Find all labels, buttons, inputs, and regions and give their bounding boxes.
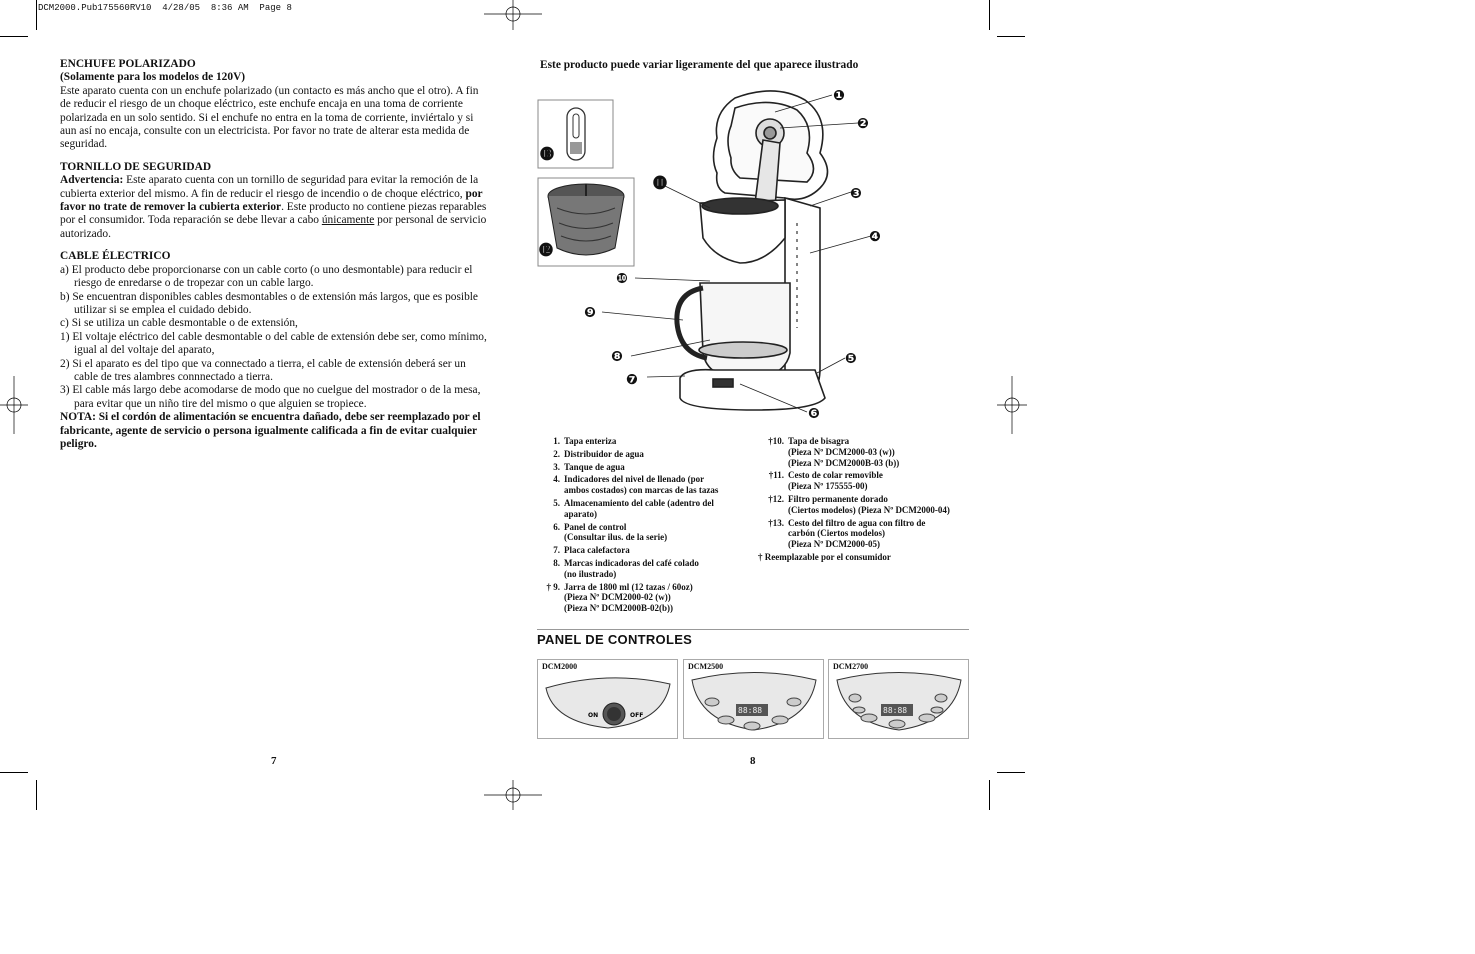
- footnote: † Reemplazable por el consumidor: [758, 551, 891, 562]
- parts-list-col1: [540, 436, 750, 616]
- list-item: †11. Cesto de colar removible (Pieza Nº 175555-00): [768, 470, 883, 492]
- panel-dcm2500: [683, 659, 824, 739]
- water-filter-icon: [567, 108, 585, 160]
- warning-text: . Este producto no contiene piezas reparables por el consumidor. Toda reparación se debe llevar a cabo: [60, 201, 487, 227]
- section-title: TORNILLO DE SEGURIDAD: [60, 160, 212, 173]
- crop-mark: [36, 780, 37, 810]
- panel-dcm2700: [828, 659, 969, 739]
- section-electric-cord: [60, 250, 492, 411]
- callout-1: ❶: [833, 88, 845, 104]
- section-title: CABLE ÉLECTRICO: [60, 250, 171, 263]
- list-item: a) El producto debe proporcionarse con un cable corto (o uno desmontable) para reducir el riesgo de enredarse o de tropezar con un cable largo.: [60, 263, 473, 290]
- list-item: 5. Almacenamiento del cable (adentro del aparato): [553, 497, 714, 519]
- list-item: †13. Cesto del filtro de agua con filtro de carbón (Ciertos modelos) (Pieza Nº DCM2000-05): [768, 517, 926, 550]
- parts-list-col2: [758, 436, 978, 563]
- callout-11: ⓫: [653, 176, 667, 192]
- warning-text: por personal de servicio autorizado.: [60, 214, 487, 240]
- list-item: 1) El voltaje eléctrico del cable desmontable o del cable de extensión debe ser, como mínimo, igual al del voltaje del aparato,: [60, 330, 487, 357]
- list-item: 7. Placa calefactora: [553, 545, 630, 556]
- illustration-header: Este producto puede variar ligeramente del que aparece ilustrado: [540, 59, 859, 71]
- callout-13: ⓭: [540, 147, 554, 163]
- list-item: 3. Tanque de agua: [553, 461, 625, 472]
- warning-text: Este aparato cuenta con un tornillo de seguridad para evitar la remoción de la cubierta exterior del mismo. A fin de reducir el riesgo de incendio o de choque eléctrico,: [60, 174, 479, 200]
- coffee-maker-icon: [677, 91, 828, 410]
- on-label: ON: [588, 712, 599, 719]
- list-item: 8. Marcas indicadoras del café colado (no ilustrado): [553, 557, 699, 579]
- off-label: OFF: [630, 712, 644, 719]
- list-item: 2) Si el aparato es del tipo que va connectado a tierra, el cable de extensión deberá ser un cable de tres alambres connnectado a tierra.: [60, 357, 466, 383]
- crop-mark: [989, 780, 990, 810]
- callout-8: ❽: [611, 349, 623, 365]
- crop-mark: [0, 36, 28, 37]
- list-item: † 9. Jarra de 1800 ml (12 tazas / 60oz) (Pieza Nº DCM2000-02 (w)) (Pieza Nº DCM2000B-02(b)): [546, 581, 693, 614]
- model-label: DCM2500: [688, 662, 724, 671]
- warning-underline: únicamente: [321, 214, 375, 227]
- callout-6: ❻: [808, 406, 820, 422]
- crop-mark: [0, 772, 28, 773]
- callout-12: ⓬: [539, 243, 553, 259]
- callout-10: ❿: [616, 271, 628, 287]
- section-title: ENCHUFE POLARIZADO: [60, 58, 196, 70]
- section-safety-screw: [60, 161, 492, 241]
- section-polarized-plug: [60, 58, 492, 152]
- list-item: 4. Indicadores del nivel de llenado (por ambos costados) con marcas de las tazas: [553, 474, 719, 496]
- gold-filter-icon: [548, 184, 624, 255]
- section-divider: [537, 629, 969, 630]
- warning-emphasis: por favor no trate de remover la cubierta exterior: [60, 187, 483, 214]
- left-column: [60, 58, 492, 451]
- panel-section-title: PANEL DE CONTROLES: [537, 632, 693, 647]
- page-number-right: 8: [750, 755, 756, 767]
- warning-label: Advertencia:: [60, 174, 124, 187]
- model-label: DCM2700: [833, 662, 869, 671]
- list-item: 1. Tapa enteriza: [553, 436, 617, 446]
- list-item: 6. Panel de control (Consultar ilus. de la serie): [553, 521, 668, 543]
- crop-mark: [997, 772, 1025, 773]
- section-body: [60, 174, 492, 241]
- crop-mark: [997, 36, 1025, 37]
- print-slug: DCM2000.Pub175560RV10 4/28/05 8:36 AM Page 8: [38, 3, 292, 13]
- section-body: Este aparato cuenta con un enchufe polarizado (un contacto es más ancho que el otro). A fin de reducir el riesgo de un choque eléctrico, este enchufe encaja en una toma de corriente polarizada en un solo sentido. Si el enchufe no entra en la toma de corriente, inviértalo y si aun así no encaja, consulte con un electricista. Por favor no trate de alterar esta medida de seguridad.: [60, 84, 479, 151]
- list-item: †12. Filtro permanente dorado (Ciertos modelos) (Pieza Nº DCM2000-04): [768, 493, 950, 515]
- list-item: b) Se encuentran disponibles cables desmontables o de extensión más largos, que es posible utilizar si se emplea el cuidado debido.: [60, 290, 478, 316]
- list-item: †10. Tapa de bisagra (Pieza Nº DCM2000-03 (w)) (Pieza Nº DCM2000B-03 (b)): [768, 436, 900, 468]
- registration-mark-left: [0, 376, 28, 434]
- callout-7: ❼: [626, 372, 638, 388]
- callout-9: ❾: [584, 305, 596, 321]
- coffee-maker-diagram: [535, 78, 881, 426]
- crop-mark: [989, 0, 990, 30]
- page-number-left: 7: [271, 755, 277, 767]
- list-item: 3) El cable más largo debe acomodarse de modo que no cuelgue del mostrador o de la mesa, para evitar que un niño tire del mismo o que alguien se tropiece.: [60, 384, 481, 410]
- cord-note: NOTA: Si el cordón de alimentación se encuentra dañado, debe ser reemplazado por el fabricante, agente de servicio o persona igualmente calificada a fin de evitar cualquier peligro.: [60, 411, 481, 450]
- registration-mark-top: [484, 0, 542, 30]
- registration-mark-bottom: [484, 780, 542, 810]
- callout-5: ❺: [845, 351, 857, 367]
- callout-2: ❷: [857, 116, 869, 132]
- crop-mark: [36, 0, 37, 30]
- section-subtitle: (Solamente para los modelos de 120V): [60, 71, 246, 84]
- model-label: DCM2000: [542, 662, 578, 671]
- callout-3: ❸: [850, 186, 862, 202]
- callout-4: ❹: [869, 229, 881, 245]
- clock-display: 88:88: [738, 706, 763, 715]
- clock-display: 88:88: [883, 706, 908, 715]
- registration-mark-right: [997, 376, 1027, 434]
- list-item: c) Si se utiliza un cable desmontable o de extensión,: [60, 317, 298, 330]
- panel-dcm2000: [537, 659, 678, 739]
- list-item: 2. Distribuidor de agua: [553, 448, 644, 459]
